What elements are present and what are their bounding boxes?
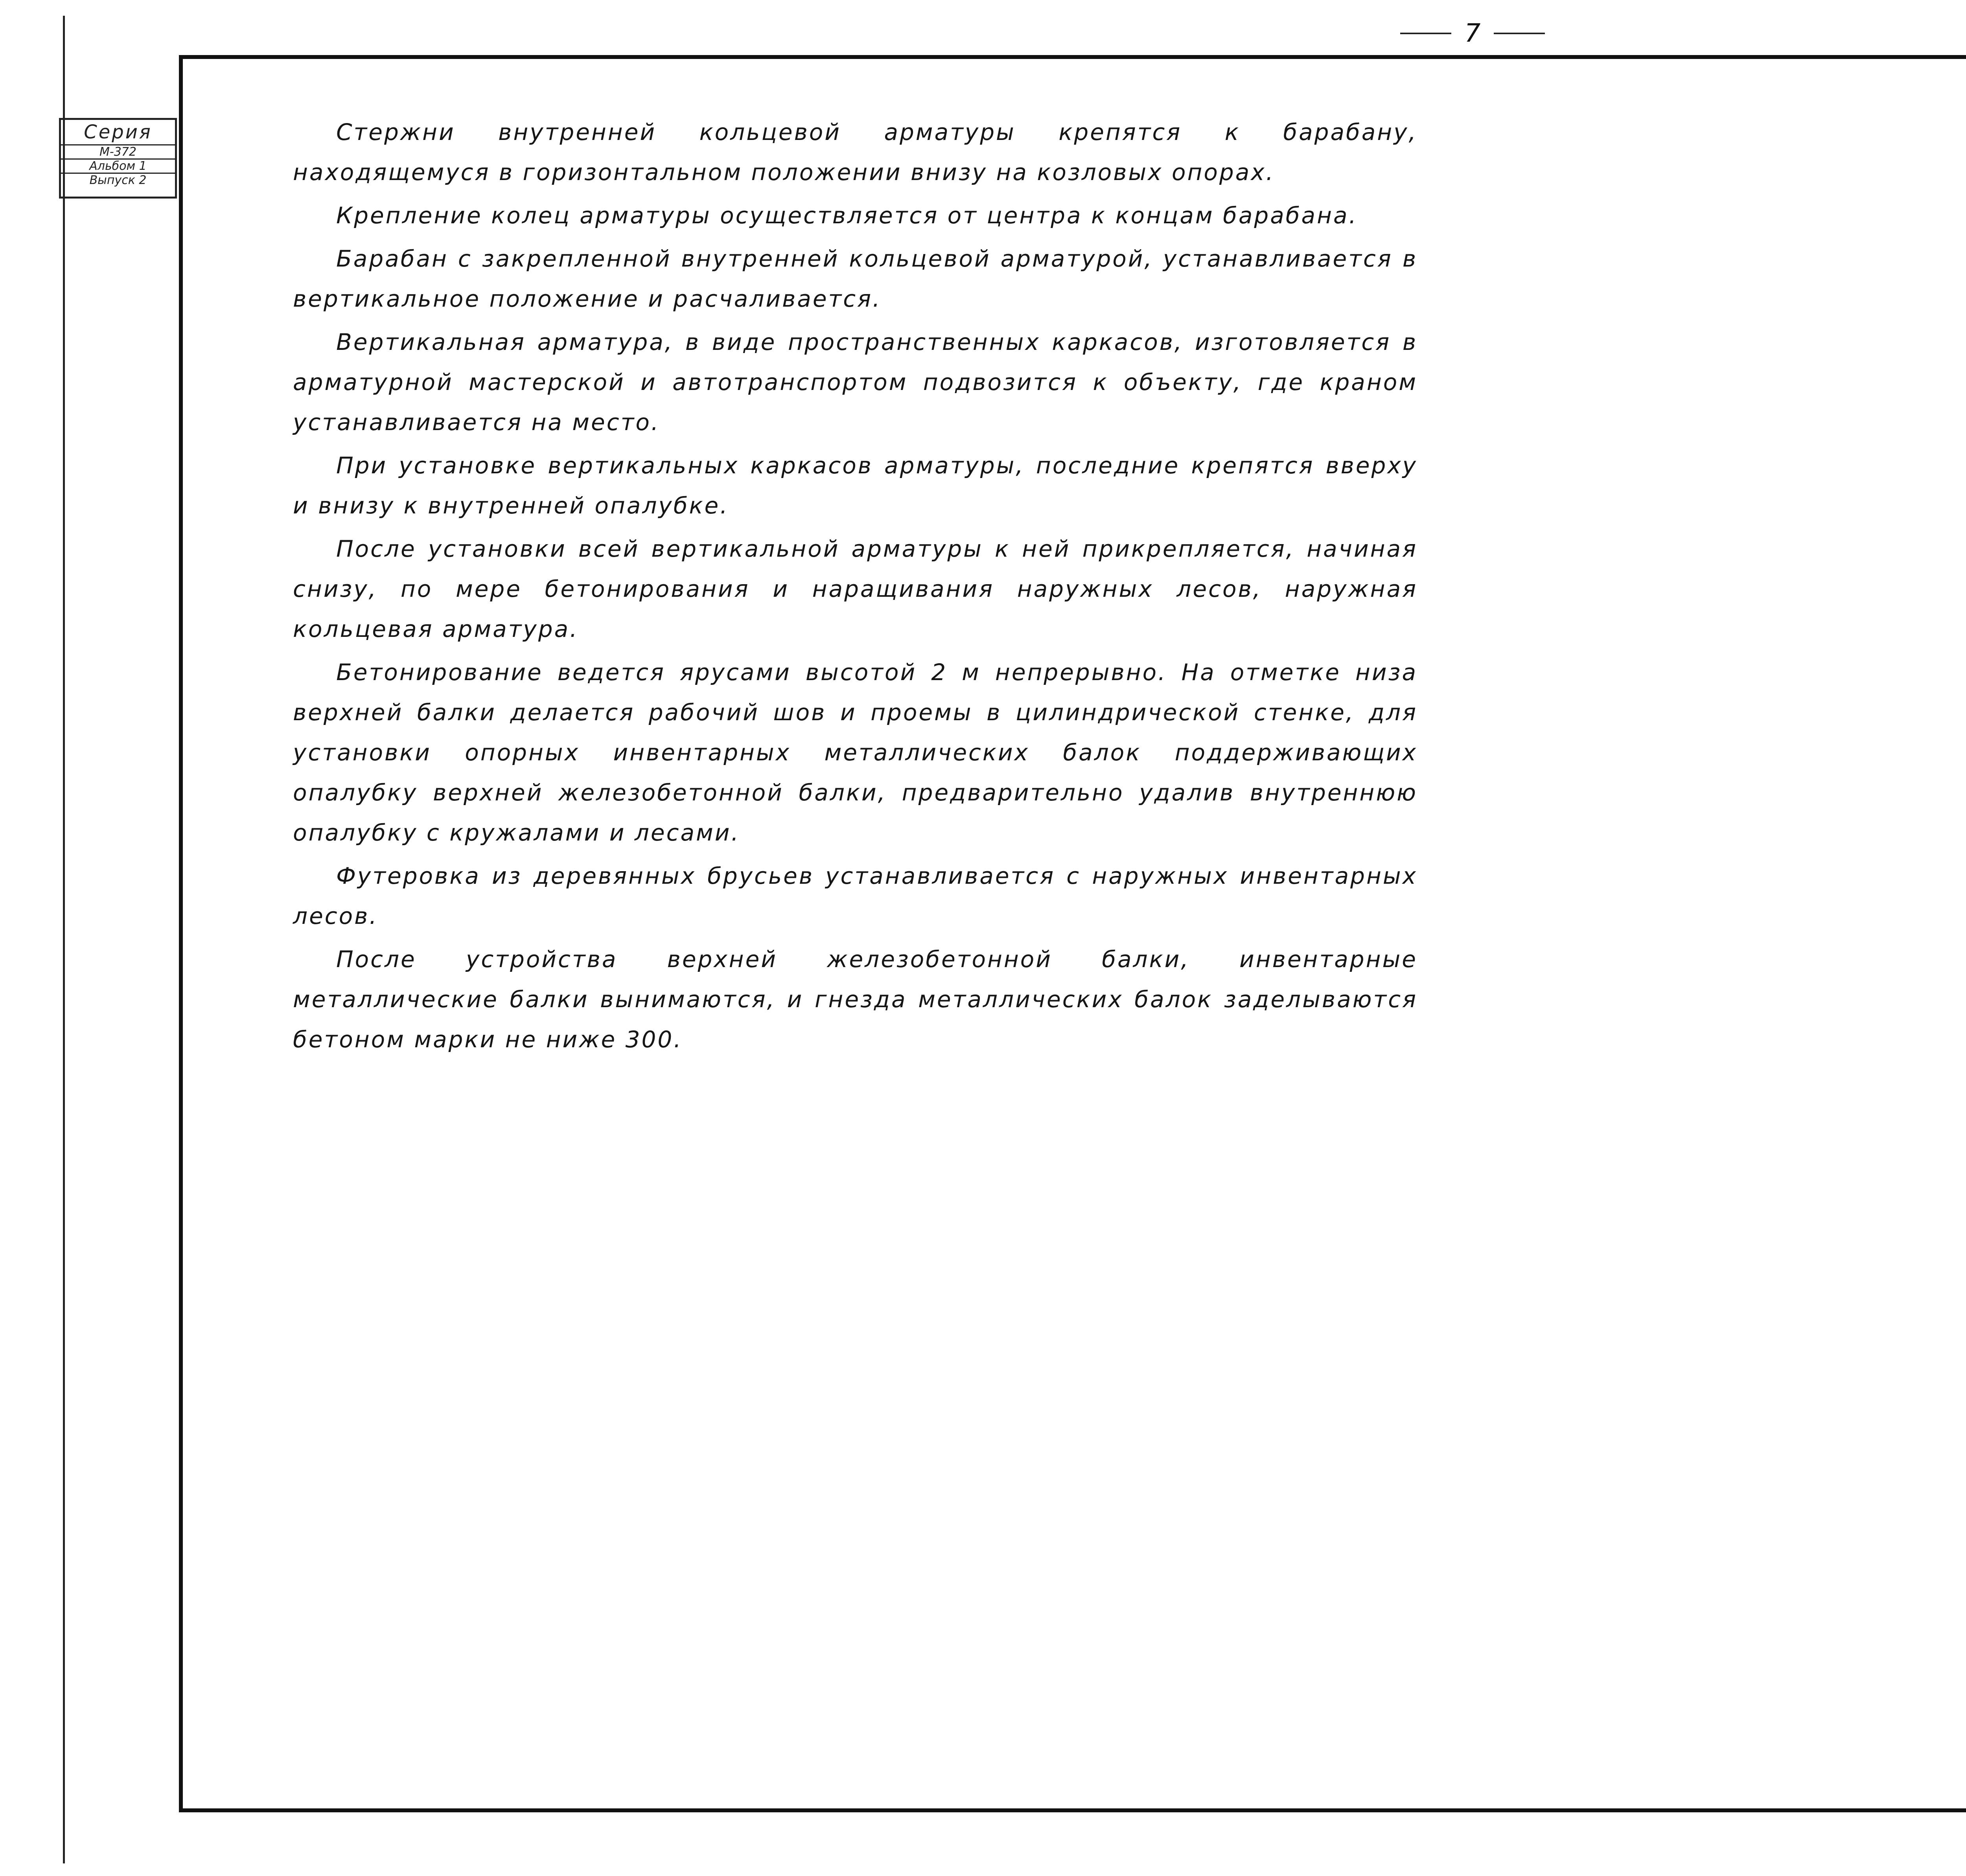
series-stamp [59, 118, 177, 199]
stamp-album: Альбом 1 [61, 160, 175, 174]
paragraph: Барабан с закрепленной внутренней кольцевой арматурой, устанавливается в вертикальное положение и расчаливается. [293, 245, 1417, 312]
stamp-series: М-372 [61, 145, 175, 160]
paragraph: Крепление колец арматуры осуществляется от центра к концам барабана. [336, 202, 1358, 229]
paragraph: Футеровка из деревянных брусьев устанавливается с наружных инвентарных лесов. [293, 863, 1417, 929]
page-number-dash-left [1400, 33, 1451, 34]
page-number-dash-right [1494, 33, 1545, 34]
page-number [1396, 16, 1549, 51]
document-text [293, 112, 1417, 1063]
paragraph: Стержни внутренней кольцевой арматуры крепятся к барабану, находящемуся в горизонтальном положении внизу на козловых опорах. [293, 119, 1417, 186]
page-number-value: 7 [1464, 19, 1481, 48]
paragraph: Бетонирование ведется ярусами высотой 2 м непрерывно. На отметке низа верхней балки делается рабочий шов и проемы в цилиндрической стенке, для установки опорных инвентарных металлических балок поддерживающих опалубку верхней железобетонной балки, предварительно удалив внутреннюю опалубку с кружалами и лесами. [293, 659, 1417, 846]
stamp-issue: Выпуск 2 [89, 174, 147, 187]
paragraph: Вертикальная арматура, в виде пространственных каркасов, изготовляется в арматурной мастерской и автотранспортом подвозится к объекту, где краном устанавливается на место. [293, 329, 1417, 436]
paragraph: После устройства верхней железобетонной балки, инвентарные металлические балки вынимаются, и гнезда металлических балок заделываются бетоном марки не ниже 300. [293, 946, 1417, 1053]
binding-margin-line [63, 16, 65, 1863]
paragraph: При установке вертикальных каркасов арматуры, последние крепятся вверху и внизу к внутренней опалубке. [293, 452, 1417, 519]
paragraph: После установки всей вертикальной арматуры к ней прикрепляется, начиная снизу, по мере бетонирования и наращивания наружных лесов, наружная кольцевая арматура. [293, 535, 1417, 642]
stamp-title: Серия [61, 120, 175, 145]
